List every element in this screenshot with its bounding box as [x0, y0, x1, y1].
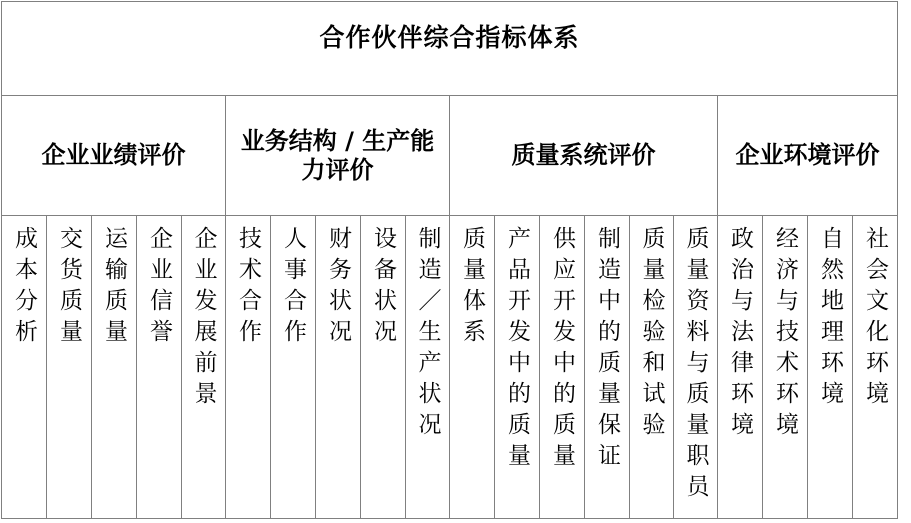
indicator-cell — [763, 216, 808, 518]
category-label: 质量系统评价 — [511, 141, 656, 169]
indicator-label: 企业发展前景 — [190, 226, 217, 412]
category-label: 企业环境评价 — [735, 141, 880, 169]
indicator-label: 质量资料与质量职员 — [682, 226, 709, 505]
indicator-label: 经济与技术环境 — [772, 226, 798, 443]
category-business-structure — [226, 96, 450, 215]
category-label: 业务结构 / 生产能力评价 — [240, 126, 435, 184]
indicator-cell — [450, 216, 495, 518]
indicator-cell — [316, 216, 361, 518]
indicator-label: 政治与法律环境 — [727, 226, 753, 443]
indicator-label: 质量体系 — [459, 226, 485, 350]
indicator-cell — [853, 216, 897, 518]
indicator-label: 企业信誉 — [146, 226, 172, 350]
indicator-label: 交货质量 — [56, 226, 82, 350]
indicator-cell — [674, 216, 718, 518]
indicator-cell — [226, 216, 271, 518]
indicator-cell — [718, 216, 763, 518]
category-performance — [2, 96, 226, 215]
diagram-title: 合作伙伴综合指标体系 — [319, 23, 580, 52]
category-environment — [718, 96, 897, 215]
indicator-cell — [182, 216, 226, 518]
indicator-cell — [2, 216, 47, 518]
category-quality-system — [450, 96, 718, 215]
indicator-label: 设备状况 — [370, 226, 396, 350]
indicator-label: 社会文化环境 — [862, 226, 888, 412]
indicator-label: 人事合作 — [280, 226, 306, 350]
title-row — [2, 2, 897, 96]
indicator-cell — [630, 216, 674, 518]
indicator-cell — [47, 216, 92, 518]
indicator-label: 财务状况 — [325, 226, 351, 350]
indicator-label: 制造／生产状况 — [414, 226, 441, 443]
indicator-cell — [808, 216, 853, 518]
indicator-label: 成本分析 — [11, 226, 37, 350]
indicator-label: 供应开发中的质量 — [549, 226, 575, 474]
indicator-cell — [585, 216, 630, 518]
indicator-label: 运输质量 — [101, 226, 127, 350]
indicator-label: 质量检验和试验 — [638, 226, 665, 443]
category-row — [2, 96, 897, 216]
category-label: 企业业绩评价 — [41, 141, 186, 169]
indicator-label: 自然地理环境 — [817, 226, 843, 412]
indicator-label: 制造中的质量保证 — [594, 226, 620, 474]
indicator-cell — [540, 216, 585, 518]
indicator-cell — [271, 216, 316, 518]
indicator-cell — [406, 216, 450, 518]
indicator-cell — [92, 216, 137, 518]
indicator-cell — [137, 216, 182, 518]
indicator-row — [2, 216, 897, 518]
indicator-cell — [495, 216, 540, 518]
indicator-label: 技术合作 — [235, 226, 261, 350]
indicator-cell — [361, 216, 406, 518]
indicator-system-diagram — [1, 1, 898, 519]
indicator-label: 产品开发中的质量 — [504, 226, 530, 474]
